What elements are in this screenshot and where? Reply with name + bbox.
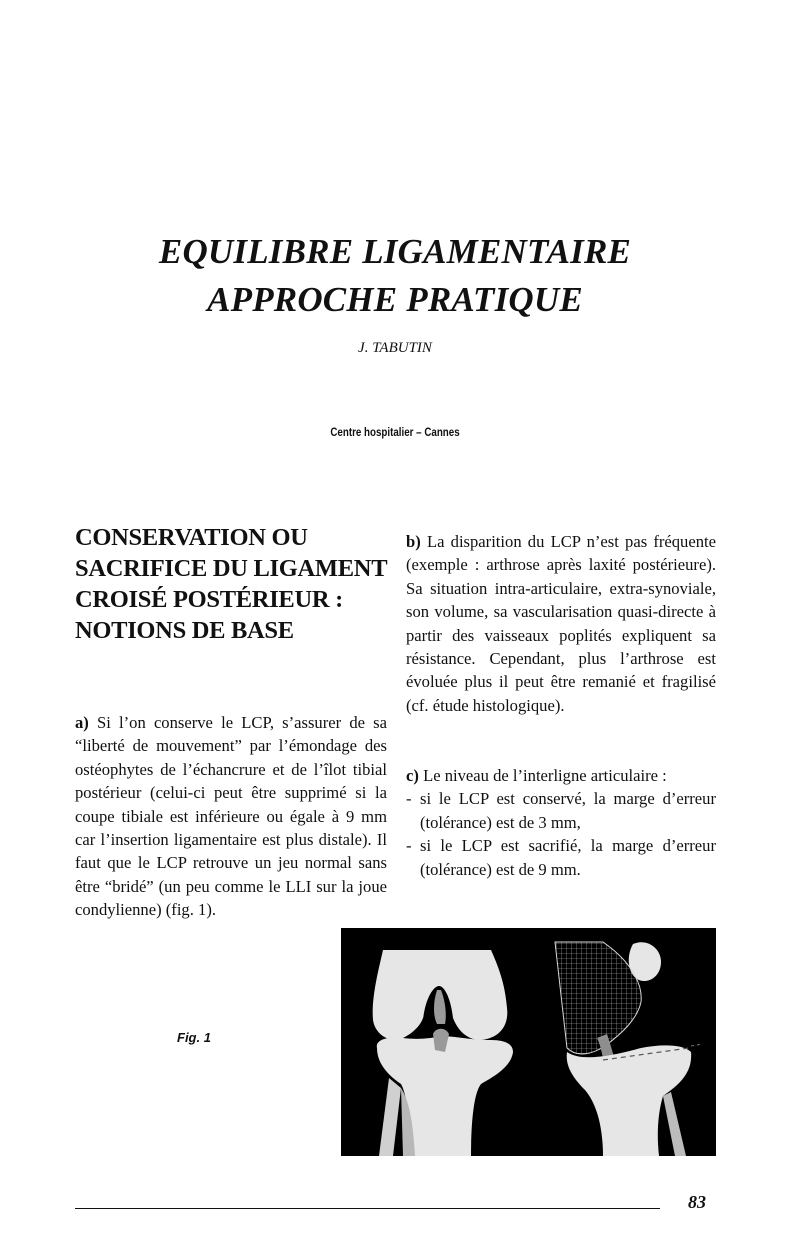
knee-xray-illustration	[341, 928, 716, 1156]
paragraph-text: Le niveau de l’interligne articulaire :	[423, 766, 667, 785]
footer-rule	[75, 1208, 660, 1209]
paragraph-marker: a)	[75, 713, 89, 732]
list-item-text: si le LCP est sacrifié, la marge d’erreur (tolérance) est de 9 mm.	[420, 836, 716, 879]
heading-line: SACRIFICE DU LIGAMENT	[75, 555, 388, 582]
list-dash: -	[406, 789, 412, 809]
list-item	[406, 834, 716, 881]
title-line-1: EQUILIBRE LIGAMENTAIRE	[158, 232, 632, 271]
paragraph-text: Si l’on conserve le LCP, s’assurer de sa “liberté de mouvement” par l’émondage des ostéophytes de l’échancrure et de l’îlot tibial postérieur (celui-ci peut être supprimé si la coupe tibiale est inférieure ou égale à 9 mm car l’insertion ligamentaire est plus distale). Il faut que le LCP retrouve un jeu normal sans être “bridé” (un peu comme le LLI sur la joue condylienne) (fig. 1).	[75, 713, 387, 920]
figure-knee-xray	[341, 928, 716, 1156]
paragraph-a	[75, 711, 387, 922]
list-dash: -	[406, 836, 412, 856]
figure-label: Fig. 1	[177, 1030, 211, 1045]
section-heading	[75, 522, 405, 646]
paragraph-marker: c)	[406, 766, 419, 785]
heading-line: CROISÉ POSTÉRIEUR :	[75, 586, 343, 613]
affiliation: Centre hospitalier – Cannes	[330, 427, 460, 439]
paragraph-text: La disparition du LCP n’est pas fréquente (exemple : arthrose après laxité postérieure). Sa situation intra-articulaire, extra-synoviale, son volume, sa vascularisation quasi-directe à partir des vaisseaux poplités expliquent sa résistance. Cependant, plus l’arthrose est évoluée plus il peut être remanié et fragilisé (cf. étude histologique).	[406, 532, 716, 715]
paragraph-b	[406, 530, 716, 717]
title-line-2: APPROCHE PRATIQUE	[207, 280, 583, 319]
page-number: 83	[688, 1192, 706, 1212]
paragraph-marker: b)	[406, 532, 421, 551]
list-item	[406, 787, 716, 834]
heading-line: CONSERVATION OU	[75, 524, 308, 551]
list-item-text: si le LCP est conservé, la marge d’erreur (tolérance) est de 3 mm,	[420, 789, 716, 832]
article-title	[0, 228, 790, 324]
heading-line: NOTIONS DE BASE	[75, 617, 294, 644]
paragraph-c	[406, 764, 716, 881]
author: J. TABUTIN	[358, 340, 432, 356]
